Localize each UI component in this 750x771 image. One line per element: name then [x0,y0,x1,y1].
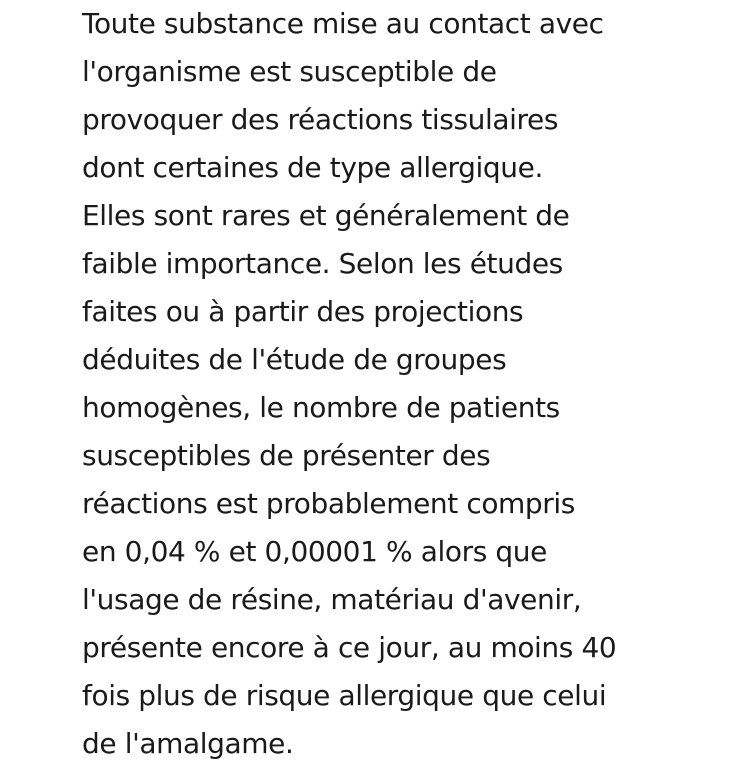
text-line: Toute substance mise au contact avec [82,7,604,40]
text-line: provoquer des réactions tissulaires [82,103,559,136]
body-paragraph [82,0,722,768]
text-line: déduites de l'étude de groupes [82,343,507,376]
text-line: dont certaines de type allergique. [82,151,543,184]
text-line: de l'amalgame. [82,727,294,760]
text-line: l'usage de résine, matériau d'avenir, [82,583,582,616]
text-line: réactions est probablement compris [82,487,575,520]
text-line: fois plus de risque allergique que celui [82,679,607,712]
text-line: en 0,04 % et 0,00001 % alors que [82,535,547,568]
text-line: faible importance. Selon les études [82,247,563,280]
text-line: faites ou à partir des projections [82,295,524,328]
text-line: Elles sont rares et généralement de [82,199,570,232]
text-line: homogènes, le nombre de patients [82,391,560,424]
text-line: présente encore à ce jour, au moins 40 [82,631,617,664]
text-line: susceptibles de présenter des [82,439,491,472]
text-line: l'organisme est susceptible de [82,55,497,88]
